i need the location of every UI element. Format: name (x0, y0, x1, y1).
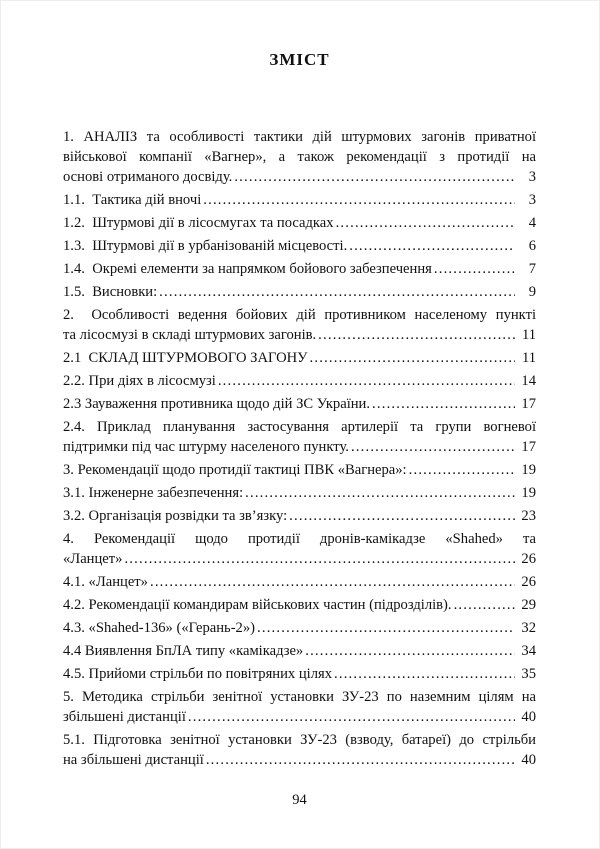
toc-entry-lastline (63, 213, 536, 233)
toc-entry-page: 17 (521, 439, 536, 455)
toc-entry-text: 1.3. Штурмові дії в урбанізованій місцевості. (63, 238, 348, 254)
toc-entry-lastline (63, 371, 536, 391)
toc-entry-page: 3 (528, 192, 536, 208)
toc-list (63, 127, 536, 770)
toc-entry (63, 190, 536, 210)
toc-entry (63, 236, 536, 256)
toc-entry (63, 572, 536, 592)
toc-entry-lastline (63, 595, 536, 615)
toc-entry-text: основі отриманого досвіду. (63, 169, 233, 185)
toc-entry-lastline (63, 236, 536, 256)
toc-entry-page: 4 (528, 215, 536, 231)
toc-entry-lastline (63, 618, 536, 638)
toc-entry-line: 2. Особливості ведення бойових дій противником населеному пункті (63, 307, 536, 323)
toc-dot-leader (372, 394, 515, 414)
toc-entry-line: військової компанії «Вагнер», а також рекомендації з протидії на (63, 149, 536, 165)
toc-entry-lastline (63, 460, 536, 480)
toc-dot-leader (334, 664, 515, 684)
toc-entry-text: 1.2. Штурмові дії в лісосмугах та посадках (63, 215, 334, 231)
toc-entry (63, 394, 536, 414)
toc-dot-leader (203, 190, 515, 210)
toc-dot-leader (409, 460, 515, 480)
toc-entry (63, 348, 536, 368)
toc-dot-leader (305, 641, 515, 661)
toc-entry-text: 4.1. «Ланцет» (63, 574, 148, 590)
toc-entry-page: 11 (521, 327, 536, 343)
toc-entry-lastline (63, 167, 536, 187)
toc-entry (63, 127, 536, 187)
toc-entry-text: 4.4 Виявлення БпЛА типу «камікадзе» (63, 643, 304, 659)
toc-entry-text: 1.1. Тактика дій вночі (63, 192, 202, 208)
toc-entry-page: 7 (528, 261, 536, 277)
toc-entry-lastline (63, 190, 536, 210)
toc-dot-leader (318, 325, 515, 345)
toc-dot-leader (234, 167, 515, 187)
toc-dot-leader (150, 572, 515, 592)
toc-entry-lastline (63, 572, 536, 592)
toc-entry-lastline (63, 282, 536, 302)
toc-entry-line: 5. Методика стрільби зенітної установки ЗУ-23 по наземним цілям на (63, 689, 536, 705)
toc-entry (63, 641, 536, 661)
toc-entry-text: 1.4. Окремі елементи за напрямком бойового забезпечення (63, 261, 432, 277)
toc-entry-text: 4.2. Рекомендації командирам військових частин (підрозділів). (63, 597, 452, 613)
toc-entry-lastline (63, 664, 536, 684)
toc-entry-page: 40 (521, 709, 536, 725)
toc-entry (63, 417, 536, 457)
toc-dot-leader (245, 483, 515, 503)
toc-entry-text: 2.2. При діях в лісосмузі (63, 373, 216, 389)
toc-entry-text: «Ланцет» (63, 551, 123, 567)
toc-entry-lastline (63, 506, 536, 526)
toc-entry (63, 664, 536, 684)
toc-entry (63, 371, 536, 391)
toc-entry-page: 9 (528, 284, 536, 300)
toc-entry-page: 26 (521, 551, 536, 567)
toc-entry-lastline (63, 394, 536, 414)
toc-entry-text: 3.2. Організація розвідки та зв’язку: (63, 508, 288, 524)
toc-dot-leader (188, 707, 515, 727)
toc-entry (63, 618, 536, 638)
toc-dot-leader (159, 282, 515, 302)
toc-dot-leader (124, 549, 515, 569)
toc-entry-lastline (63, 750, 536, 770)
toc-entry (63, 483, 536, 503)
toc-entry-lastline (63, 437, 536, 457)
toc-entry (63, 305, 536, 345)
toc-entry-text: на збільшені дистанції (63, 752, 204, 768)
toc-entry (63, 595, 536, 615)
toc-entry-lastline (63, 259, 536, 279)
toc-entry (63, 529, 536, 569)
toc-entry-page: 40 (521, 752, 536, 768)
toc-entry-page: 26 (521, 574, 536, 590)
toc-entry (63, 687, 536, 727)
toc-entry-text: 3.1. Інженерне забезпечення: (63, 485, 244, 501)
toc-dot-leader (310, 348, 515, 368)
toc-entry-text: 2.1 СКЛАД ШТУРМОВОГО ЗАГОНУ (63, 350, 308, 366)
toc-entry-page: 32 (521, 620, 536, 636)
toc-entry-page: 34 (521, 643, 536, 659)
toc-dot-leader (349, 236, 515, 256)
toc-entry (63, 259, 536, 279)
toc-entry (63, 460, 536, 480)
toc-dot-leader (206, 750, 515, 770)
toc-entry-text: 4.3. «Shahed-136» («Герань-2») (63, 620, 256, 636)
toc-entry-text: збільшені дистанції (63, 709, 186, 725)
toc-entry (63, 282, 536, 302)
toc-entry-page: 19 (521, 485, 536, 501)
toc-entry-page: 19 (521, 462, 536, 478)
toc-entry-lastline (63, 707, 536, 727)
toc-entry-page: 3 (528, 169, 536, 185)
toc-entry-page: 11 (521, 350, 536, 366)
toc-entry-page: 29 (521, 597, 536, 613)
page-number: 94 (292, 792, 307, 808)
toc-entry-lastline (63, 641, 536, 661)
toc-entry-lastline (63, 549, 536, 569)
toc-entry-line: 1. АНАЛІЗ та особливості тактики дій штурмових загонів приватної (63, 129, 536, 145)
toc-dot-leader (289, 506, 515, 526)
toc-dot-leader (434, 259, 515, 279)
toc-entry-text: 1.5. Висновки: (63, 284, 158, 300)
toc-entry (63, 730, 536, 770)
toc-entry-line: 2.4. Приклад планування застосування артилерії та групи вогневої (63, 419, 536, 435)
toc-dot-leader (257, 618, 515, 638)
toc-dot-leader (454, 595, 515, 615)
toc-dot-leader (218, 371, 515, 391)
toc-entry-line: 5.1. Підготовка зенітної установки ЗУ-23 (взводу, батареї) до стрільби (63, 732, 536, 748)
toc-entry-lastline (63, 348, 536, 368)
toc-entry-page: 14 (521, 373, 536, 389)
toc-dot-leader (336, 213, 515, 233)
page-title: ЗМІСТ (269, 50, 330, 69)
toc-entry-line: 4. Рекомендації щодо протидії дронів-камікадзе «Shahed» та (63, 531, 536, 547)
toc-dot-leader (351, 437, 515, 457)
toc-entry-text: 4.5. Прийоми стрільби по повітряних цілях (63, 666, 333, 682)
toc-entry-page: 6 (528, 238, 536, 254)
toc-entry-page: 17 (521, 396, 536, 412)
toc-entry (63, 506, 536, 526)
toc-entry-page: 23 (521, 508, 536, 524)
toc-entry (63, 213, 536, 233)
toc-entry-text: 3. Рекомендації щодо протидії тактиці ПВК «Вагнера»: (63, 462, 407, 478)
toc-entry-page: 35 (521, 666, 536, 682)
toc-entry-text: 2.3 Зауваження противника щодо дій ЗС України. (63, 396, 371, 412)
toc-entry-lastline (63, 325, 536, 345)
toc-entry-text: підтримки під час штурму населеного пункту. (63, 439, 349, 455)
toc-entry-text: та лісосмузі в складі штурмових загонів. (63, 327, 317, 343)
toc-entry-lastline (63, 483, 536, 503)
